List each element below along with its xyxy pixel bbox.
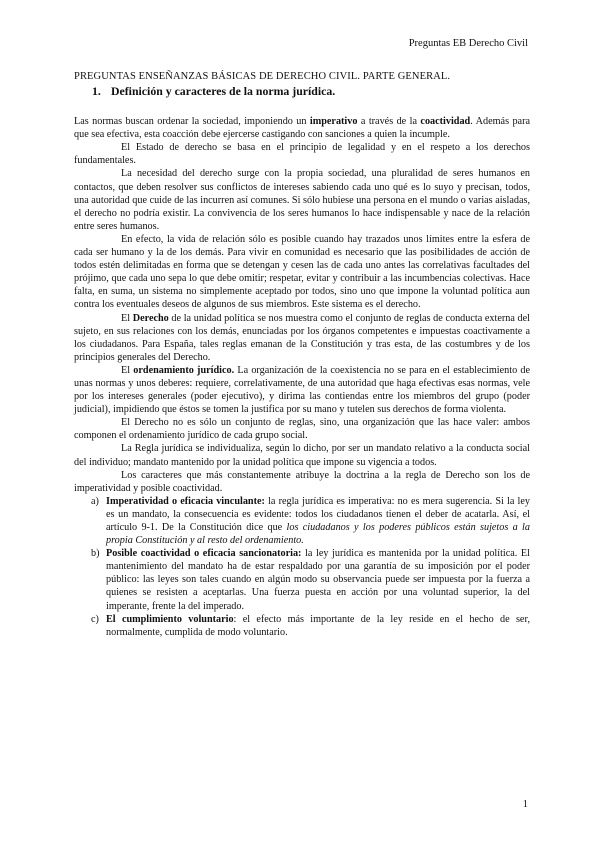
list-item-term: Imperatividad o eficacia vinculante:: [106, 495, 265, 507]
list-item: [74, 495, 530, 547]
term-imperativo: imperativo: [309, 116, 358, 128]
list-item-text: la ley jurídica es mantenida por la unidad política. El mantenimiento del mandato ha de estar respaldado por una garantía de su imposición por el poder público: las leyes son tales cuando en algún modo su observancia puede ser impuesta por la fuerza a quienes se resisten a aceptarlas. Una fuerza puesta en acción por una voluntad superior, la del imperante, frente la del imperado.: [106, 548, 530, 612]
list-item-term: El cumplimiento voluntario: [106, 613, 234, 625]
section-title: Definición y caracteres de la norma jurídica.: [111, 84, 336, 98]
paragraph-8: La Regla jurídica se individualiza, según lo dicho, por ser un mandato relativo a la conducta social del individuo; mandato mantenido por la unidad política que impone su vigencia a todos.: [74, 443, 530, 468]
list-item-term: Posible coactividad o eficacia sancionatoria:: [106, 548, 302, 560]
characteristics-list: [74, 495, 530, 639]
term-derecho: Derecho: [132, 312, 169, 324]
list-item-text: : el efecto más importante de la ley reside en el hecho de ser, normalmente, cumplida de modo voluntario.: [106, 613, 530, 638]
paragraph-1: [74, 115, 530, 141]
term-ordenamiento-juridico: ordenamiento jurídico.: [133, 364, 235, 376]
list-marker: a): [91, 495, 99, 507]
list-marker: b): [91, 548, 100, 560]
text-run: a través de la: [357, 116, 421, 128]
text-run: . Además para que sea efectiva, esta coacción debe ejercerse castigando con sanciones a quien la incumple.: [74, 116, 530, 141]
text-run: Las normas buscan ordenar la sociedad, imponiendo un: [74, 116, 310, 128]
document-title: PREGUNTAS ENSEÑANZAS BÁSICAS DE DERECHO CIVIL. PARTE GENERAL.: [74, 71, 451, 82]
paragraph-4: En efecto, la vida de relación sólo es posible cuando hay trazados unos límites entre la esfera de cada ser humano y la de los demás. Para vivir en comunidad es necesario que las posibilidades de acción de todos estén delimitadas en forma que se detengan y cesen las de cada uno antes las correlativas facultades del prójimo, que cada uno sepa lo que debe omitir; respetar, evitar y contribuir a las incumbencias colectivas. Hace falta, en suma, un sistema no simplemente aceptado por todos, sino uno que impone la voluntad política aun contra los eventuales deseos de algunos de sus miembros. Este sistema es el derecho.: [74, 233, 530, 311]
list-item: [74, 547, 530, 612]
text-run: El: [121, 364, 134, 376]
list-item-text: la regla jurídica es imperativa: no es mera sugerencia. Si la ley es un mandato, la consecuencia es evidente: todos los ciudadanos tienen el deber de acatarla. Así, el artículo 9-1. De la Constitución dice que: [106, 495, 531, 533]
text-run: de la unidad política se nos muestra como el conjunto de reglas de conducta externa del sujeto, en sus relaciones con los demás, enunciadas por los órganos competentes e impuestas coactivamente a los ciudadanos. Para España, tales reglas emanan de la Constitución y tras esta, de las costumbres y de los principios generales del Derecho.: [74, 312, 530, 363]
page-number: 1: [522, 799, 528, 810]
text-run: El: [121, 312, 133, 324]
list-marker: c): [91, 613, 99, 625]
paragraph-6: [74, 364, 530, 416]
paragraph-3: La necesidad del derecho surge con la propia sociedad, una pluralidad de seres humanos en contactos, que deben resolver sus conflictos de intereses sabiendo cada uno qué es lo suyo y precisan, todos, una autoridad que cuide de las incurren así comunes. Si sólo hubiese una persona en el mundo o varias aisladas, el derecho no podría existir. La convivencia de los seres humanos lo hace indispensable y nace de la relación entre seres humanos.: [74, 168, 530, 232]
paragraph-9: Los caracteres que más constantemente atribuye la doctrina a la regla de Derecho son los de imperatividad y posible coactividad.: [74, 469, 530, 494]
running-header: Preguntas EB Derecho Civil: [408, 38, 528, 49]
paragraph-7: El Derecho no es sólo un conjunto de reglas, sino, una organización que las hace valer: ambos componen el ordenamiento jurídico de cada grupo social.: [74, 417, 530, 442]
document-body: [74, 70, 530, 639]
list-item: [74, 613, 530, 639]
section-heading: [92, 85, 530, 98]
paragraph-2: El Estado de derecho se basa en el principio de legalidad y en el respeto a los derechos fundamentales.: [74, 142, 530, 167]
text-run: La organización de la coexistencia no se para en el establecimiento de unas normas y unos deberes: requiere, correlativamente, de una autoridad que haga efectivas esas normas, vele por los intereses generales (poder ejecutivo), y dirima las contiendas entre los miembros del grupo (poder judicial), impidiendo que éstos se tomen la justifica por su mano y tutelen sus derechos de forma violenta.: [74, 364, 531, 416]
constitution-quote: los ciudadanos y los poderes públicos están sujetos a la propia Constitución y al resto del ordenamiento.: [106, 522, 530, 547]
section-number: 1.: [92, 84, 101, 98]
term-coactividad: coactividad: [420, 116, 471, 128]
paragraph-5: [74, 312, 530, 364]
